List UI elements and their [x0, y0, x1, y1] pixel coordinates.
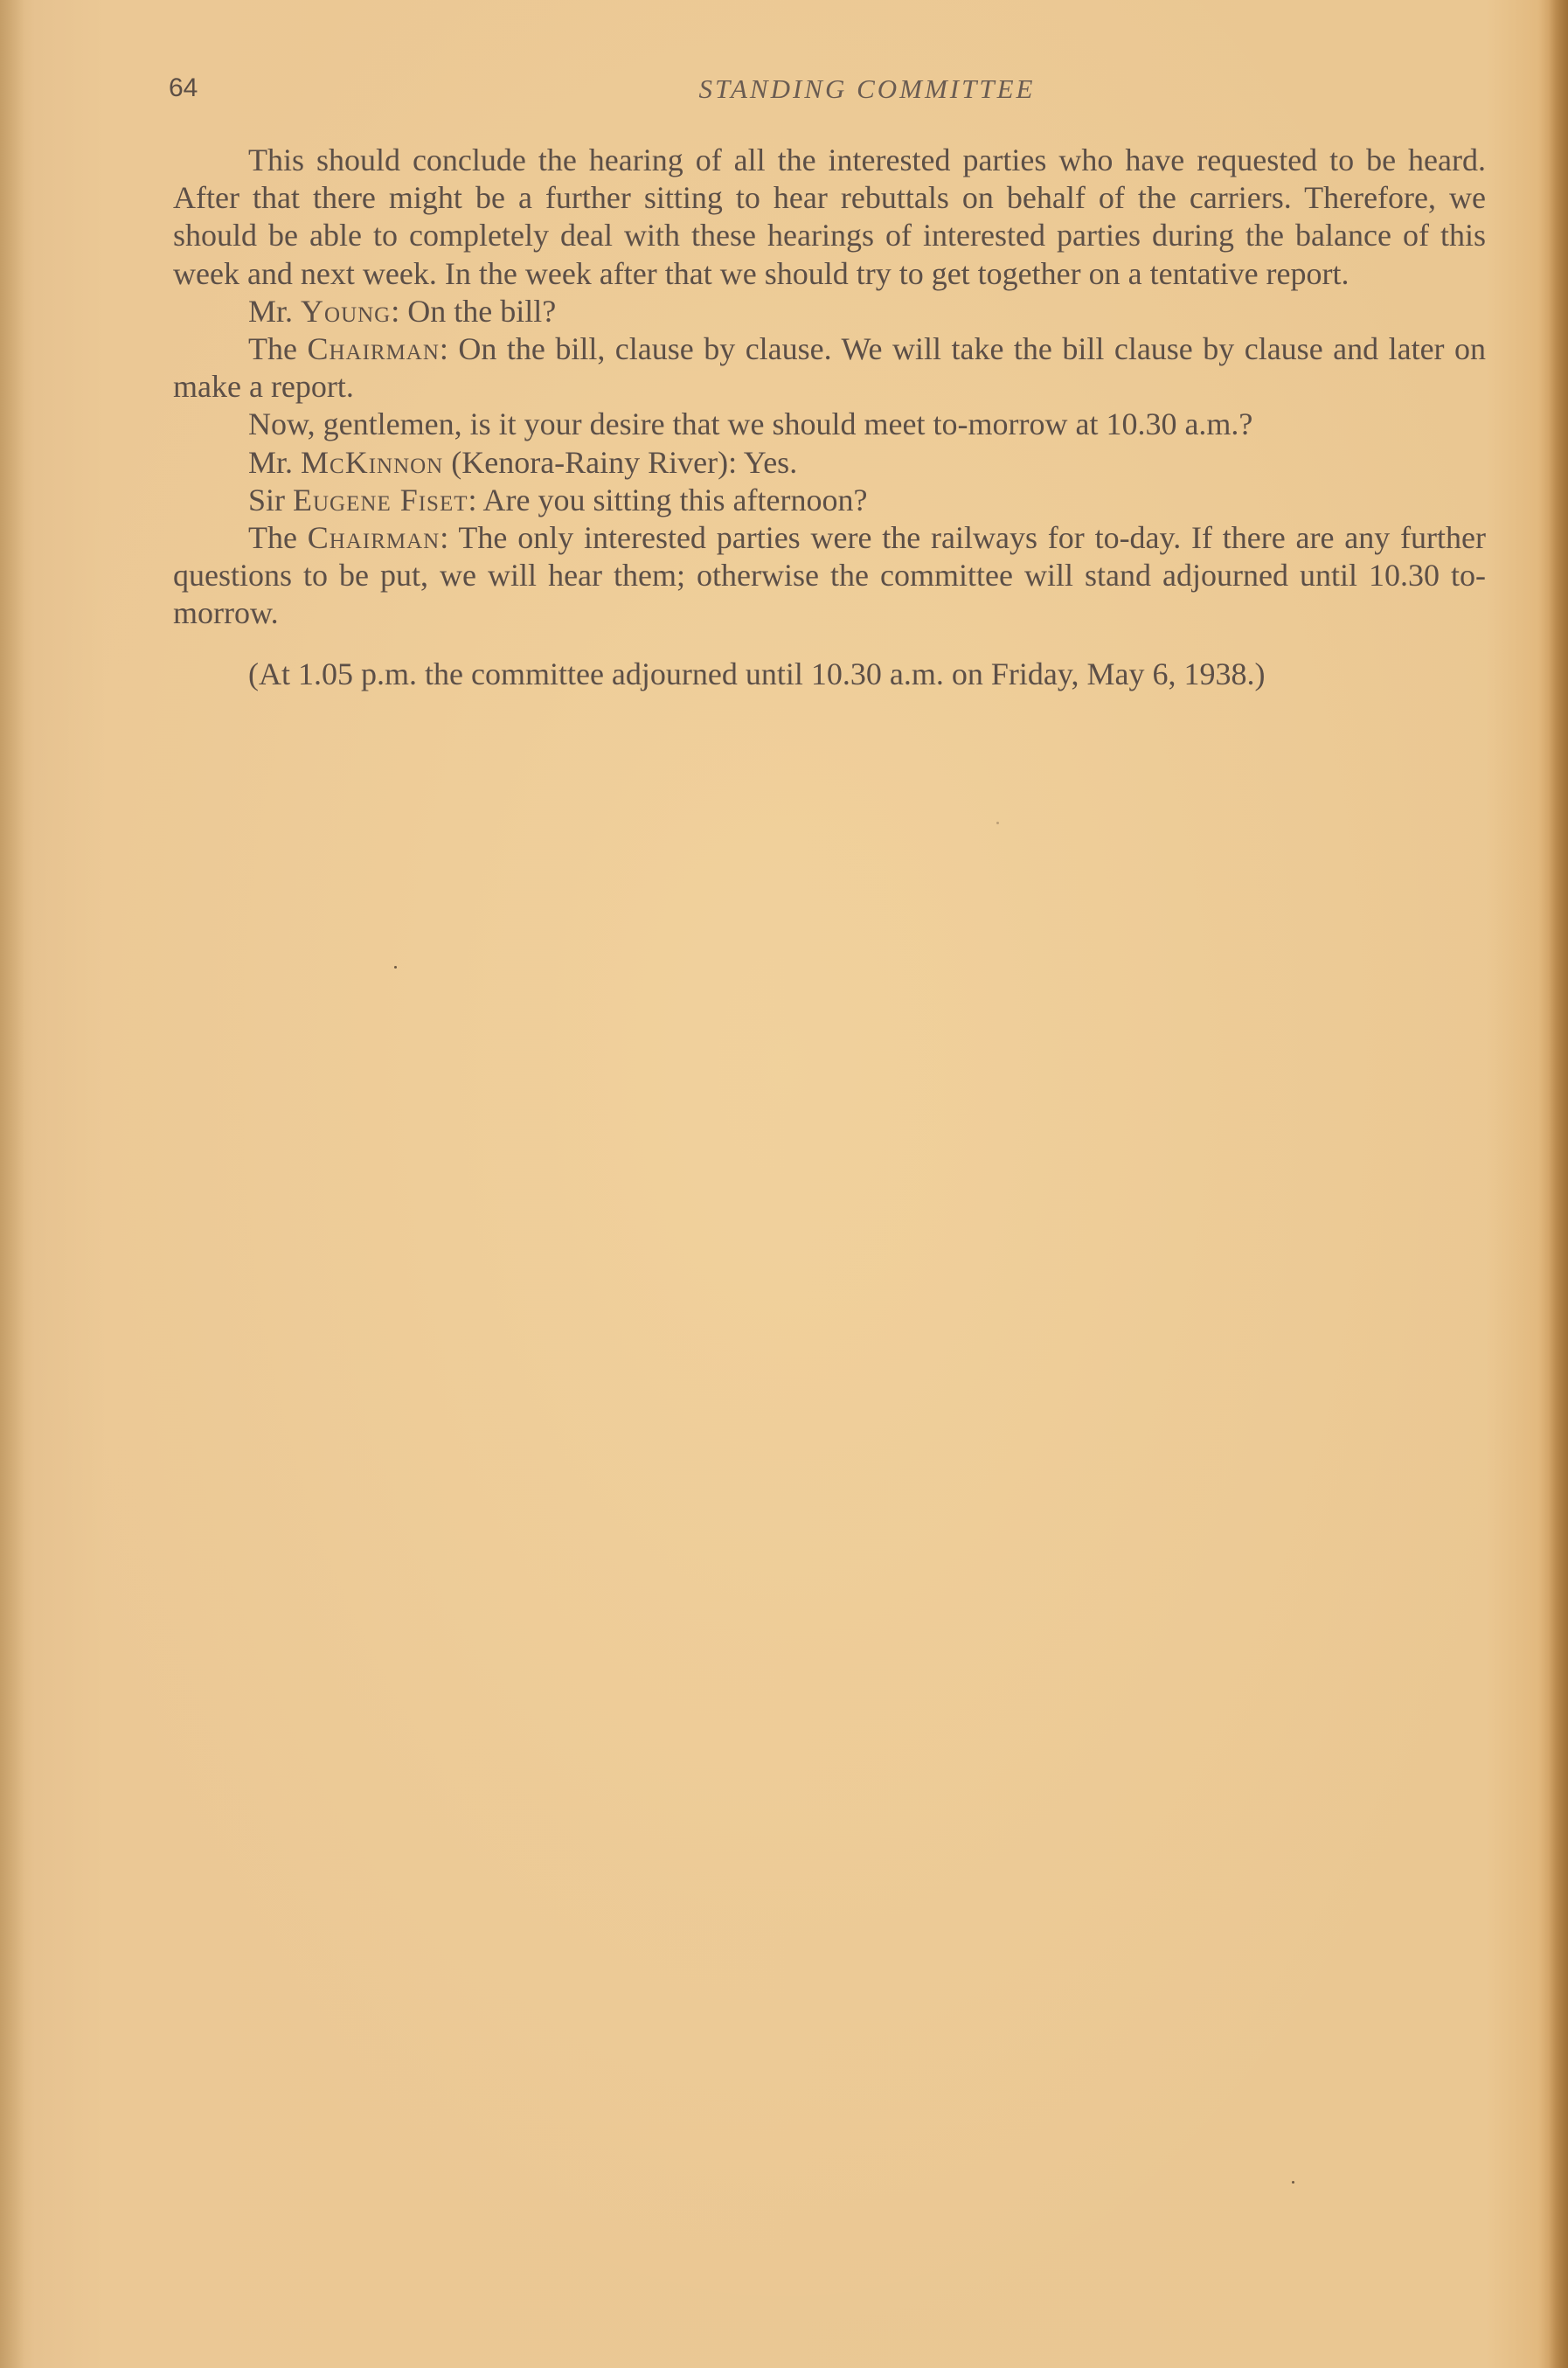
paragraph-now-gentlemen — [173, 406, 1486, 443]
speaker-prefix: The — [248, 520, 308, 556]
page-header — [169, 73, 1487, 117]
paragraph-text: On the bill, clause by clause. We will take the bill clause by clause and later on make a report. — [173, 331, 1487, 405]
speaker-prefix: Mr. — [248, 444, 302, 480]
speaker-name: Young — [301, 293, 392, 329]
paragraph-young — [173, 293, 1486, 330]
speaker-prefix: Mr. — [248, 293, 302, 329]
speaker-suffix: : — [468, 482, 477, 517]
paragraph-text: Now, gentlemen, is it your desire that we should meet to-morrow at 10.30 a.m.? — [248, 406, 1253, 442]
speaker-suffix: (Kenora-Rainy River): — [443, 444, 738, 480]
speaker-name: Eugene Fiset — [293, 482, 468, 517]
speaker-suffix: : — [391, 293, 400, 329]
paper-speck — [1292, 2181, 1294, 2184]
paragraph-text: This should conclude the hearing of all the interested parties who have requested to be heard. After that there might be a further sitting to hear rebuttals on behalf of the carriers. Therefore, we should be able to completely deal with these hearings of interested parties during the balance of this week and next week. In the week after that we should try to get together on a tentative report. — [173, 142, 1486, 291]
running-title: STANDING COMMITTEE — [698, 73, 1036, 104]
paper-speck — [996, 822, 999, 824]
paragraph-intro — [173, 142, 1486, 293]
page-left-edge — [0, 0, 24, 2368]
transcript-body — [173, 142, 1486, 693]
paper-speck — [394, 966, 397, 969]
speaker-prefix: Sir — [248, 482, 294, 517]
speaker-prefix: The — [248, 331, 308, 367]
paragraph-text: (At 1.05 p.m. the committee adjourned until 10.30 a.m. on Friday, May 6, 1938.) — [248, 656, 1266, 691]
speaker-name: McKinnon — [301, 444, 444, 480]
paragraph-text: The only interested parties were the railways for to-day. If there are any further questions to be put, we will hear them; otherwise the committee will stand adjourned until 10.30 to-morrow. — [173, 520, 1487, 631]
speaker-suffix: : — [440, 520, 449, 556]
page-right-edge — [1549, 0, 1568, 2368]
paragraph-text: Are you sitting this afternoon? — [476, 482, 868, 517]
paragraph-fiset — [173, 482, 1486, 519]
paragraph-chairman-1 — [173, 330, 1486, 406]
paragraph-chairman-2 — [173, 519, 1486, 633]
paragraph-text: On the bill? — [399, 293, 557, 329]
speaker-suffix: : — [439, 331, 448, 367]
speaker-name: Chairman — [307, 520, 441, 556]
paragraph-adjournment — [173, 656, 1486, 693]
paragraph-mckinnon — [173, 444, 1486, 482]
page-number: 64 — [169, 73, 198, 102]
speaker-name: Chairman — [307, 331, 440, 367]
paragraph-text: Yes. — [737, 444, 798, 480]
